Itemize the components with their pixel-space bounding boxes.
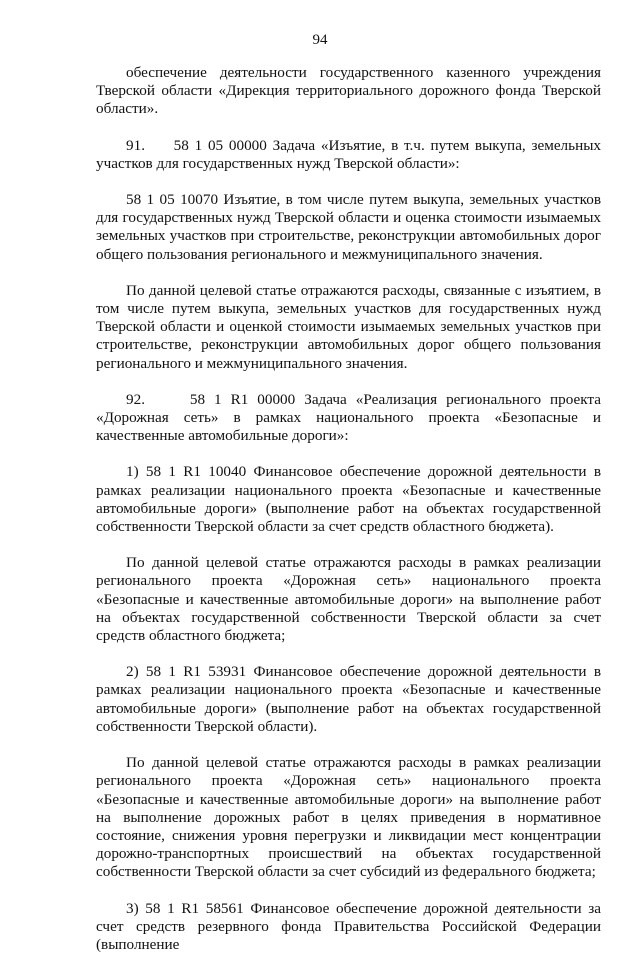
paragraph-subitem-2-description: По данной целевой статье отражаются расходы в рамках реализации регионального проекта «Дорожная сеть» национального проекта «Безопасные и качественные автомобильные дороги» на выполнение работ на выполнение дорожных работ в целях приведения в нормативное состояние, снижения уровня перегрузки и ликвидации мест концентрации дорожно-транспортных происшествий на объектах государственной собственности Тверской области за счет субсидий из федерального бюджета;	[96, 754, 601, 881]
page-number: 94	[312, 32, 328, 48]
paragraph-subitem-1-description: По данной целевой статье отражаются расходы в рамках реализации регионального проекта «Дорожная сеть» национального проекта «Безопасные и качественные автомобильные дороги» на выполнение работ на объектах государственной собственности Тверской области за счет средств областного бюджета;	[96, 554, 601, 645]
paragraph-subitem-3: 3) 58 1 R1 58561 Финансовое обеспечение дорожной деятельности за счет средств резервного фонда Правительства Российской Федерации (выполнение	[96, 899, 601, 953]
paragraph-subitem-1: 1) 58 1 R1 10040 Финансовое обеспечение дорожной деятельности в рамках реализации национального проекта «Безопасные и качественные автомобильные дороги» (выполнение работ на объектах государственной собственности Тверской области за счет средств областного бюджета).	[96, 463, 601, 536]
paragraph-expense-description: По данной целевой статье отражаются расходы, связанные с изъятием, в том числе путем выкупа, земельных участков для государственных нужд Тверской области и оценкой стоимости изымаемых земельных участков при строительстве, реконструкции автомобильных дорог общего пользования регионального и межмуниципального значения.	[96, 281, 601, 372]
paragraph-continuation: обеспечение деятельности государственного казенного учреждения Тверской области «Дирекция территориального дорожного фонда Тверской области».	[96, 64, 601, 118]
document-body	[96, 64, 601, 972]
paragraph-item-92: 92. 58 1 R1 00000 Задача «Реализация регионального проекта «Дорожная сеть» в рамках национального проекта «Безопасные и качественные автомобильные дороги»:	[96, 390, 601, 445]
paragraph-item-91: 91. 58 1 05 00000 Задача «Изъятие, в т.ч. путем выкупа, земельных участков для государственных нужд Тверской области»:	[96, 136, 601, 172]
paragraph-code-58-1-05-10070: 58 1 05 10070 Изъятие, в том числе путем выкупа, земельных участков для государственных нужд Тверской области и оценка стоимости изымаемых земельных участков при строительстве, реконструкции автомобильных дорог общего пользования регионального и межмуниципального значения.	[96, 191, 601, 263]
paragraph-subitem-2: 2) 58 1 R1 53931 Финансовое обеспечение дорожной деятельности в рамках реализации национального проекта «Безопасные и качественные автомобильные дороги» (выполнение работ на объектах государственной собственности Тверской области).	[96, 663, 601, 735]
